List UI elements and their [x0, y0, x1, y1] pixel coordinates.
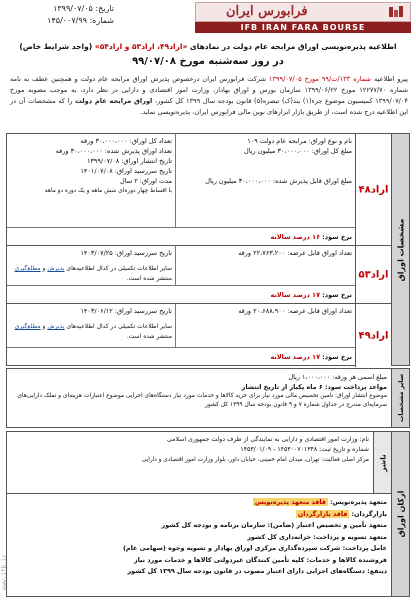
issuer-details [7, 432, 373, 468]
market-maker-label: بازارگردان: [351, 509, 387, 518]
spec-offer-count: تعداد اوراق قابل عرضه: ۲۰،۶۸۸،۹۰۰ ورقه [238, 307, 352, 315]
acceptance-link[interactable]: پذیرش [47, 265, 65, 272]
symbol-tag [355, 246, 391, 303]
other-specs-side-label [391, 369, 409, 427]
spec-maturity-date: تاریخ سررسید اوراق: ۱۴۰۳/۰۶/۱۲ [80, 307, 172, 315]
spec-row-main [7, 134, 355, 228]
spec-rate-row [7, 228, 355, 246]
spec-cells [7, 304, 355, 367]
spec-col-left [7, 304, 175, 347]
intro-bold: اوراق مرابحه عام دولت [75, 97, 153, 105]
market-maker-value: فاقد بازارگردان [297, 509, 348, 518]
spec-col-right [175, 134, 355, 227]
info-suffix: منتشر شده است. [126, 333, 172, 340]
spec-info [10, 322, 172, 342]
issuer-block [7, 432, 391, 494]
pillars-list [7, 494, 391, 596]
spec-cells [7, 134, 355, 245]
symbol-tag [355, 134, 391, 245]
beneficiary-line: ذینفع: دستگاه‌های اجرایی دارای اعتبار مصوب در قانون بودجه سال ۱۳۹۹ کل کشور [127, 567, 387, 575]
notice-link[interactable]: مطلع‌گیری [14, 265, 41, 272]
settlement-line: متعهد تسویه و پرداخت: خزانه‌داری کل کشور [247, 532, 387, 541]
spec-block-1 [7, 134, 391, 246]
acceptance-link[interactable]: پذیرش [47, 323, 65, 330]
spec-maturity-date: تاریخ سررسید اوراق: ۱۴۰۳/۰۷/۲۵ [80, 249, 172, 257]
spec-maturity-date: تاریخ سررسید اوراق: ۱۴۰۱/۰۷/۰۸ [80, 167, 172, 175]
specs-side-label-text: مشخصات اوراق [396, 218, 405, 281]
title-suffix: (واجد شرایط خاص) [19, 42, 93, 51]
rate-value: ۱۷ درصد سالانه [270, 291, 321, 299]
other-specs-content [7, 369, 391, 427]
spec-row-main [7, 246, 355, 286]
logo-text-en: IFB IRAN FARA BOURSE [195, 22, 411, 33]
issuer-tag-text: ناشر [378, 453, 387, 472]
info-prefix: سایر اطلاعات تکمیلی در کدال اطلاعیه‌های [66, 323, 172, 330]
spec-accepted-count: تعداد اوراق پذیرش شده: ۳۰،۰۰۰،۰۰۰ ورقه [55, 147, 172, 155]
other-specs-side-label-text: سایر مشخصات [396, 373, 405, 423]
payment-agent-line: عامل پرداخت: شرکت سپرده‌گذاری مرکزی اوراق بهادار و تسویه وجوه (سهامی عام) [123, 544, 387, 552]
underwriter-line [11, 497, 387, 509]
spec-col-right [175, 304, 355, 347]
rate-label: نرخ سود: [322, 353, 352, 361]
title-prefix: اطلاعیه پذیره‌نویسی اوراق مرابحه عام دولت در نمادهای [189, 42, 397, 51]
spec-col-right [175, 246, 355, 285]
spec-total-amount: مبلغ کل اوراق: ۳۰،۰۰۰،۰۰۰ میلیون ریال [243, 147, 352, 155]
spec-rate-row [7, 286, 355, 304]
intro-paragraph [10, 74, 408, 118]
spec-info [10, 264, 172, 284]
document-meta [4, 3, 114, 27]
spec-installments: با اقساط چهار دوره‌ای شش ماهه و یک دوره دو ماهه [44, 188, 172, 194]
specs-side-label [391, 134, 409, 365]
spec-block-2 [7, 246, 391, 304]
document-date: تاریخ: ۱۳۹۹/۰۷/۰۵ [53, 4, 114, 13]
intro-part1: پیرو اطلاعیه [373, 75, 408, 83]
spec-cells [7, 246, 355, 303]
info-mid: و [42, 265, 46, 272]
pillars-side-label-text: ارکان اوراق [396, 490, 405, 538]
symbol-tag [355, 304, 391, 367]
rate-value: ۱۷ درصد سالانه [270, 353, 321, 361]
title-symbols: «اراد۴۹، اراد۵۳ و اراد۵۴» [94, 42, 188, 51]
symbol-tag-text: اراد۴۹ [358, 330, 389, 341]
spec-col-left [7, 246, 175, 285]
spec-block-3 [7, 304, 391, 367]
spec-col-left [7, 134, 175, 227]
document-number: شماره: ۱۴۵/۰۰۷/۹۹ [47, 16, 114, 25]
rate-label: نرخ سود: [322, 291, 352, 299]
intro-part2: شرکت فرابورس ایران درخصوص پذیرش اوراق مرابحه عام دولت و همچنین عطف به نامه شماره ۱۲۲۷۷/۷۰ مورخ ۱۳۹۹/۰۶/۲۲ سازمان بورس و اوراق بهادار، وزارت امور اقتصادی و دارایی در نظر دارد، به موجب مصوبه مورخ ۱۳۹۹/۰۷/۰۴ کمیسیون موضوع جزء(۱) بند(ک) تبصره(۵) قانون بودجه سال ۱۳۹۹ کل کشور، [10, 75, 408, 105]
pillars-section [6, 431, 410, 597]
symbol-tag-text: اراد۵۳ [358, 269, 389, 280]
spec-row-main [7, 304, 355, 348]
issuer-name: نام: وزارت امور اقتصادی و دارایی به نمایندگی از طرف دولت جمهوری اسلامی [167, 436, 369, 443]
issuer-tag [373, 432, 391, 493]
logo-text-fa: فرابورس ایران [226, 4, 308, 19]
issue-purpose: موضوع انتشار اوراق: تامین تخصیص مالی مورد نیاز برای خرید کالاها و خدمات مورد نیاز دستگاه‌های اجرایی موضوع اعتبارات هزینه‌ای و تملک دارایی‌های سرمایه‌ای مندرج در جداول شماره ۷ و ۹ قانون بودجه سال ۱۳۹۹ کل کشور [17, 393, 387, 408]
notice-link[interactable]: مطلع‌گیری [14, 323, 41, 330]
nominal-value: مبلغ اسمی هر ورقه: ۱،۰۰۰،۰۰۰ ریال [288, 373, 387, 381]
spec-offer-count: تعداد اوراق قابل عرضه: ۲۲،۷۶۳،۲۰۰ ورقه [238, 249, 352, 257]
pillars-side-label [391, 432, 409, 596]
info-prefix: سایر اطلاعات تکمیلی در کدال اطلاعیه‌های [66, 265, 172, 272]
guarantor-line: متعهد تأمین و تخصیص اعتبار (ضامن): سازمان برنامه و بودجه کل کشور [161, 521, 387, 529]
intro-part3: را که مشخصات آن در این اطلاعیه درج شده است، از طریق بازار ابزارهای نوین مالی فرابورس ایران، پذیره‌نویسی نماید. [10, 97, 408, 116]
spec-issue-date: تاریخ انتشار اوراق: ۱۳۹۹/۰۷/۰۸ [86, 157, 172, 165]
underwriter-value: فاقد متعهد پذیره‌نویس [254, 498, 326, 506]
site-watermark: www.ifb.ir [1, 553, 8, 590]
market-maker-line [11, 509, 387, 521]
notice-date-title: در روز سه‌شنبه مورخ ۹۹/۰۷/۰۸ [132, 56, 284, 67]
ifb-emblem-icon [388, 5, 404, 19]
issuer-address: مرکز اصلی فعالیت: تهران، میدان امام خمینی، خیابان داور، بلوار وزارت امور اقتصادی و دارایی [141, 457, 369, 463]
info-suffix: منتشر شده است. [126, 275, 172, 282]
other-specs-section [6, 368, 410, 428]
specs-section [6, 133, 410, 366]
underwriter-label: متعهد پذیره‌نویس: [330, 498, 387, 506]
page-header [0, 0, 416, 36]
spec-accepted-amount: مبلغ اوراق قابل پذیرش شده: ۳۰،۰۰۰،۰۰۰ میلیون ریال [205, 177, 352, 185]
rate-label: نرخ سود: [322, 233, 352, 241]
spec-duration: مدت اوراق: ۲ سال [120, 177, 172, 185]
intro-link[interactable]: شماره ۱۳۳/ت/۹۹ مورخ ۱۳۹۹/۰۷/۰۵ [268, 75, 372, 83]
payment-schedule: مواعد پرداخت سود: ۶ ماه یکبار از تاریخ انتشار [241, 383, 387, 391]
issuer-registration: شماره و تاریخ ثبت: ۱۴۵۳۰۰۷۰۱۳۴۸ - ۱۴۵۳/۰۱/۰۹ [240, 446, 369, 453]
pillars-content [7, 432, 391, 596]
notice-title [6, 42, 410, 51]
spec-total-count: تعداد کل اوراق: ۳۰،۰۰۰،۰۰۰ ورقه [80, 137, 172, 145]
ifb-logo [195, 2, 411, 34]
symbol-tag-text: اراد۴۸ [358, 184, 389, 195]
spec-rate-row [7, 348, 355, 367]
info-mid: و [42, 323, 46, 330]
seller-line: فروشنده کالاها و خدمات: کلیه تأمین کنندگان غیردولتی کالاها و خدمات مورد نیاز [133, 555, 387, 564]
spec-name: نام و نوع اوراق: مرابحه عام دولت ۱۰۹ [247, 137, 352, 145]
rate-value: ۱۶ درصد سالانه [270, 233, 321, 241]
